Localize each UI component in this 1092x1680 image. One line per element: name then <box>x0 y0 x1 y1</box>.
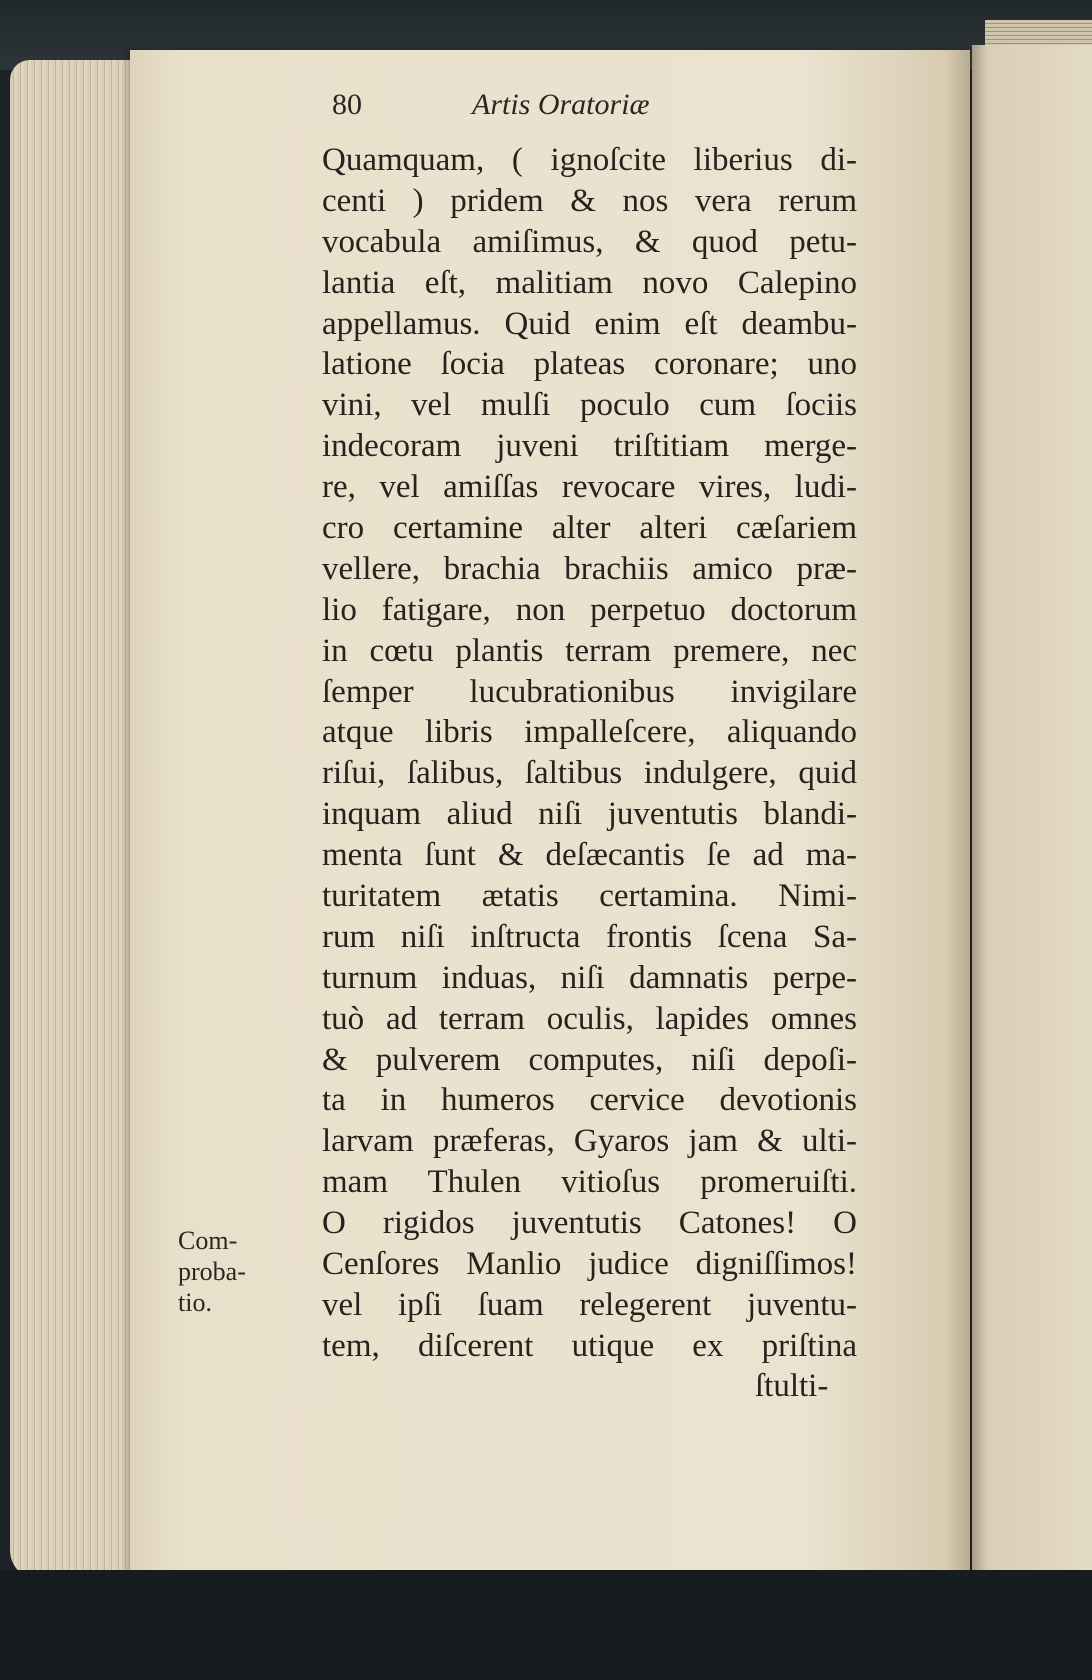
text-line: lantia eſt, malitiam novo Calepino <box>322 264 857 301</box>
text-line: O rigidos juventutis Catones! O <box>322 1205 857 1242</box>
text-line: Quamquam, ( ignoſcite liberius di- <box>322 142 857 178</box>
text-line: lio fatigare, non perpetuo doctorum <box>322 591 857 628</box>
text-line: rum niſi inſtructa frontis ſcena Sa- <box>322 918 857 955</box>
text-line: cro certamine alter alteri cæſariem <box>322 510 857 547</box>
catchword: ſtulti- <box>755 1368 829 1404</box>
text-line: & pulverem computes, niſi depoſi- <box>322 1041 857 1078</box>
text-line: re, vel amiſſas revocare vires, ludi- <box>322 469 857 506</box>
text-line: appellamus. Quid enim eſt deambu- <box>322 305 857 342</box>
text-line: in cœtu plantis terram premere, nec <box>322 632 857 669</box>
text-line: menta ſunt & deſæcantis ſe ad ma- <box>322 837 857 874</box>
text-line: ſemper lucubrationibus invigilare <box>322 673 857 710</box>
margin-note-line: tio. <box>178 1288 212 1317</box>
body-text <box>322 140 857 1367</box>
text-line: turnum induas, niſi damnatis perpe- <box>322 959 857 996</box>
text-line: latione ſocia plateas coronare; uno <box>322 346 857 383</box>
running-title: Artis Oratoriæ <box>472 88 650 121</box>
text-line: atque libris impalleſcere, aliquando <box>322 714 857 751</box>
margin-note-line: Com- <box>178 1226 238 1255</box>
text-line: vini, vel mulſi poculo cum ſociis <box>322 387 857 424</box>
text-line: tuò ad terram oculis, lapides omnes <box>322 1000 857 1037</box>
text-line: indecoram juveni triſtitiam merge- <box>322 428 857 465</box>
right-page <box>972 45 1092 1570</box>
page-number: 80 <box>332 88 362 121</box>
text-line: inquam aliud niſi juventutis blandi- <box>322 796 857 833</box>
page-header <box>322 88 862 128</box>
text-line: larvam præferas, Gyaros jam & ulti- <box>322 1123 857 1160</box>
background-bottom <box>0 1570 1092 1680</box>
text-line: tem, diſcerent utique ex priſtina <box>322 1327 857 1364</box>
text-line: vellere, brachia brachiis amico præ- <box>322 550 857 587</box>
text-line: mam Thulen vitioſus promeruiſti. <box>322 1164 857 1201</box>
text-line: vel ipſi ſuam relegerent juventu- <box>322 1286 857 1323</box>
text-line: ta in humeros cervice devotionis <box>322 1082 857 1119</box>
text-line: riſui, ſalibus, ſaltibus indulgere, quid <box>322 755 857 792</box>
text-line: turitatem ætatis certamina. Nimi- <box>322 878 857 915</box>
text-line: centi ) pridem & nos vera rerum <box>322 182 857 219</box>
text-line: Cenſores Manlio judice digniſſimos! <box>322 1246 857 1283</box>
margin-note-line: proba- <box>178 1257 246 1286</box>
margin-note <box>178 1225 246 1318</box>
text-line: vocabula amiſimus, & quod petu- <box>322 223 857 260</box>
